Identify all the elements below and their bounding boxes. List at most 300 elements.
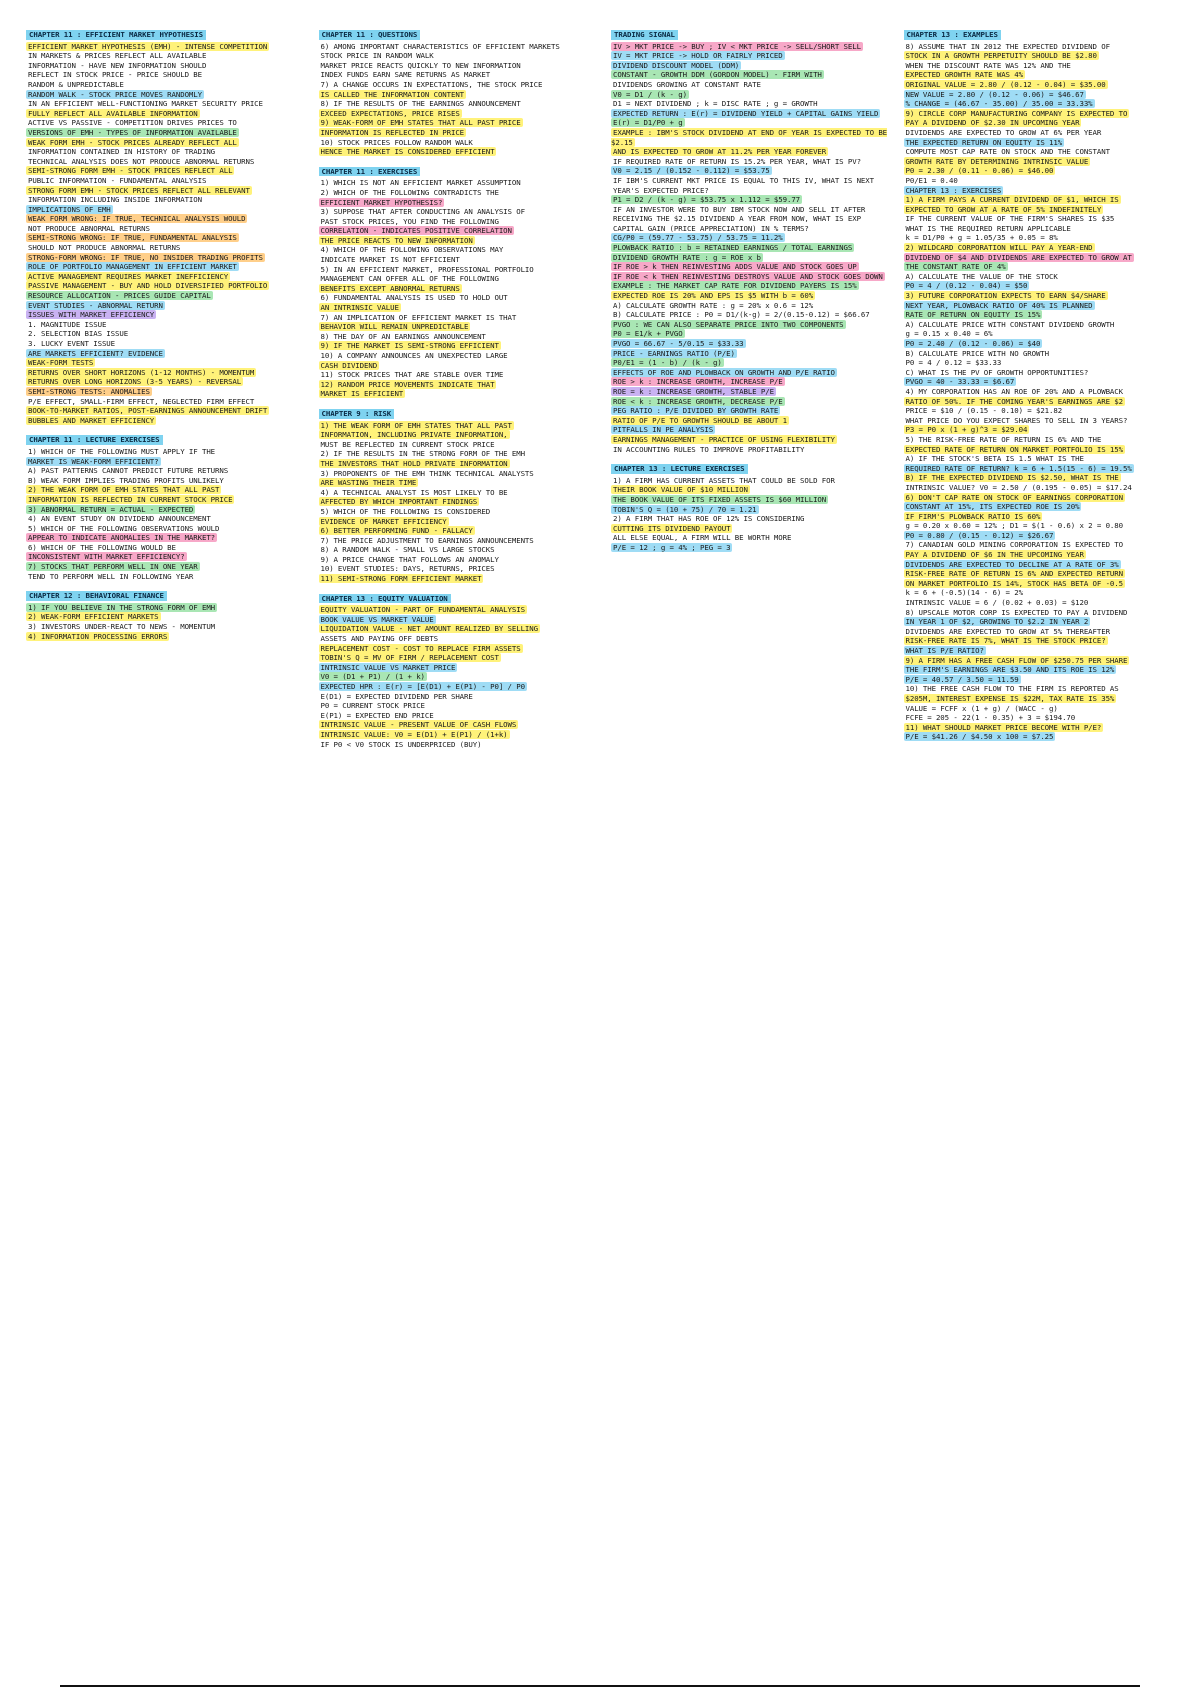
note-line [904, 569, 1187, 579]
note-line [26, 476, 309, 486]
note-line [611, 495, 894, 505]
note-line [319, 701, 602, 711]
note-text: V0 = 2.15 / (0.152 - 0.112) = $53.75 [613, 166, 770, 176]
note-line [611, 128, 894, 147]
note-text: 5) WHICH OF THE FOLLOWING IS CONSIDERED [320, 506, 491, 516]
note-text: 5) IN AN EFFICIENT MARKET, PROFESSIONAL PORTFOLIO [320, 264, 534, 274]
note-text: 1) THE WEAK FORM OF EMH STATES THAT ALL PAST [320, 420, 512, 430]
note-text: PITFALLS IN PE ANALYSIS [613, 425, 714, 435]
note-text: THE FIRM'S EARNINGS ARE $3.50 AND ITS ROE IS 12% [905, 665, 1115, 675]
note-line [904, 454, 1187, 464]
notes-section [26, 30, 309, 425]
note-text: EQUITY VALUATION - PART OF FUNDAMENTAL ANALYSIS [320, 605, 525, 615]
note-text: 4) WHICH OF THE FOLLOWING OBSERVATIONS MAY [320, 245, 504, 255]
note-line [319, 488, 602, 498]
note-text: 3. LUCKY EVENT ISSUE [28, 339, 115, 348]
notes-section [26, 435, 309, 581]
note-text: INTRINSIC VALUE? V0 = 2.50 / (0.195 - 0.05) = $17.24 [905, 482, 1132, 492]
note-line [26, 70, 309, 80]
note-text: P0 = 2.40 / (0.12 - 0.06) = $40 [905, 339, 1041, 348]
note-line [26, 310, 309, 320]
note-text: MUST BE REFLECTED IN CURRENT STOCK PRICE [320, 439, 495, 449]
note-text: THE PRICE REACTS TO NEW INFORMATION [320, 235, 473, 245]
note-line [319, 449, 602, 459]
note-text: IF ROE > k THEN REINVESTING ADDS VALUE AND STOCK GOES UP [613, 262, 857, 272]
note-text: IF AN INVESTOR WERE TO BUY IBM STOCK NOW AND SELL IT AFTER [613, 204, 866, 214]
note-line [26, 406, 309, 416]
note-line [904, 435, 1187, 445]
notes-columns [26, 30, 1186, 1600]
note-text: INFORMATION INCLUDING INSIDE INFORMATION [28, 195, 202, 205]
note-line [611, 147, 894, 157]
note-text: MANAGEMENT CAN OFFER ALL OF THE FOLLOWING [320, 274, 499, 284]
note-text: RISK-FREE RATE OF RETURN IS 6% AND EXPECTED RETURN [905, 569, 1123, 579]
note-text: DIVIDENDS GROWING AT CONSTANT RATE [613, 79, 761, 89]
note-text: ON MARKET PORTFOLIO IS 14%, STOCK HAS BETA OF -0.5 [905, 578, 1123, 588]
note-text: 11) WHAT SHOULD MARKET PRICE BECOME WITH P/E? [905, 722, 1102, 732]
note-line [611, 435, 894, 445]
note-line [26, 466, 309, 476]
note-line [26, 562, 309, 572]
note-text: RETURNS OVER SHORT HORIZONS (1-12 MONTHS) - MOMENTUM [28, 367, 255, 377]
note-line [904, 80, 1187, 90]
note-line [904, 723, 1187, 733]
note-line [319, 61, 602, 71]
note-text: A) CALCULATE PRICE WITH CONSTANT DIVIDEND GROWTH [905, 319, 1115, 329]
note-line [904, 713, 1187, 723]
note-line [319, 332, 602, 342]
note-line [611, 533, 894, 543]
note-text: 8) ASSUME THAT IN 2012 THE EXPECTED DIVIDEND OF [905, 41, 1110, 51]
note-line [904, 291, 1187, 301]
note-text: 3) ABNORMAL RETURN = ACTUAL - EXPECTED [28, 504, 194, 514]
note-text: EXPECTED RATE OF RETURN ON MARKET PORTFOLIO IS 15% [905, 444, 1123, 454]
note-line [611, 176, 894, 186]
note-line [26, 80, 309, 90]
note-text: 9) A PRICE CHANGE THAT FOLLOWS AN ANOMALY [320, 554, 499, 564]
note-line [319, 147, 602, 157]
note-text: 6) DON'T CAP RATE ON STOCK OF EARNINGS CORPORATION [905, 492, 1123, 502]
note-text: 11) SEMI-STRONG FORM EFFICIENT MARKET [320, 574, 482, 584]
note-line [611, 281, 894, 291]
note-line [904, 665, 1187, 675]
note-text: EVENT STUDIES - ABNORMAL RETURN [28, 300, 163, 310]
note-text: NEW VALUE = 2.80 / (0.12 - 0.06) = $46.67 [905, 89, 1084, 99]
note-line [26, 572, 309, 582]
note-text: WHAT IS THE REQUIRED RETURN APPLICABLE [905, 223, 1071, 233]
note-line [26, 368, 309, 378]
note-text: 1) WHICH IS NOT AN EFFICIENT MARKET ASSUMPTION [320, 178, 521, 188]
note-text: BUBBLES AND MARKET EFFICIENCY [28, 415, 155, 425]
notes-section [319, 30, 602, 157]
note-text: PVGO = 40 - 33.33 = $6.67 [905, 377, 1015, 387]
note-line [904, 588, 1187, 598]
note-line [611, 310, 894, 320]
note-text: WHAT IS P/E RATIO? [905, 646, 984, 655]
note-text: THE EXPECTED RETURN ON EQUITY IS 11% [905, 137, 1063, 147]
section-title: CHAPTER 13 : EXAMPLES [904, 30, 1001, 40]
note-line [904, 301, 1187, 311]
note-text: 3) INVESTORS UNDER-REACT TO NEWS - MOMENTUM [28, 622, 216, 632]
note-line [904, 550, 1187, 560]
note-text: E(P1) = EXPECTED END PRICE [320, 710, 434, 720]
note-text: TECHNICAL ANALYSIS DOES NOT PRODUCE ABNORMAL RETURNS [28, 156, 255, 166]
note-line [26, 612, 309, 622]
note-text: BOOK-TO-MARKET RATIOS, POST-EARNINGS ANNOUNCEMENT DRIFT [28, 406, 268, 416]
note-line [319, 178, 602, 188]
note-text: STRONG-FORM WRONG: IF TRUE, NO INSIDER TRADING PROFITS [28, 252, 263, 262]
note-text: ARE MARKETS EFFICIENT? EVIDENCE [28, 348, 163, 358]
note-text: EFFICIENT MARKET HYPOTHESIS (EMH) - INTENSE COMPETITION [28, 41, 268, 51]
note-text: RECEIVING THE $2.15 DIVIDEND A YEAR FROM NOW, WHAT IS EXP [613, 214, 861, 224]
note-line [26, 186, 309, 196]
note-line [904, 627, 1187, 637]
note-line [904, 656, 1187, 666]
note-text: ASSETS AND PAYING OFF DEBTS [320, 634, 438, 644]
note-line [904, 157, 1187, 167]
notes-section [319, 409, 602, 584]
note-text: 7) CANADIAN GOLD MINING CORPORATION IS EXPECTED TO [905, 540, 1123, 550]
note-text: IV = MKT PRICE -> HOLD OR FAIRLY PRICED [613, 51, 783, 61]
note-text: DIVIDEND OF $4 AND DIVIDENDS ARE EXPECTED TO GROW AT [905, 252, 1132, 262]
note-line [904, 272, 1187, 282]
note-text: B) CALCULATE PRICE WITH NO GROWTH [905, 348, 1050, 358]
note-text: P/E EFFECT, SMALL-FIRM EFFECT, NEGLECTED FIRM EFFECT [28, 396, 255, 406]
note-text: AN INTRINSIC VALUE [320, 303, 399, 313]
note-text: INFORMATION IS REFLECTED IN PRICE [320, 127, 465, 137]
note-line [26, 253, 309, 263]
note-text: B) IF THE EXPECTED DIVIDEND IS $2.50, WHAT IS THE [905, 473, 1119, 483]
note-line [26, 109, 309, 119]
note-line [904, 281, 1187, 291]
note-line [26, 632, 309, 642]
note-text: ORIGINAL VALUE = 2.80 / (0.12 - 0.04) = $35.00 [905, 79, 1106, 89]
note-line [319, 245, 602, 255]
note-line [319, 42, 602, 52]
note-text: 11) STOCK PRICES THAT ARE STABLE OVER TIME [320, 370, 504, 380]
note-line [904, 195, 1187, 205]
note-text: ACTIVE MANAGEMENT REQUIRES MARKET INEFFICIENCY [28, 271, 229, 281]
note-text: NOT PRODUCE ABNORMAL RETURNS [28, 223, 150, 233]
note-text: 9) CIRCLE CORP MANUFACTURING COMPANY IS EXPECTED TO [905, 108, 1128, 118]
note-line [319, 478, 602, 488]
note-line [26, 552, 309, 562]
section-title: CHAPTER 11 : EFFICIENT MARKET HYPOTHESIS [26, 30, 206, 40]
note-text: DIVIDEND GROWTH RATE : g = ROE x b [613, 252, 761, 262]
note-line [319, 574, 602, 584]
note-text: 10) STOCK PRICES FOLLOW RANDOM WALK [320, 137, 473, 147]
note-line [904, 598, 1187, 608]
note-line [611, 99, 894, 109]
note-text: V0 = D1 / (k - g) [613, 89, 687, 99]
note-text: IMPLICATIONS OF EMH [28, 204, 111, 214]
note-line [319, 720, 602, 730]
note-text: IF ROE < k THEN REINVESTING DESTROYS VALUE AND STOCK GOES DOWN [613, 271, 883, 281]
note-text: TOBIN'S Q = MV OF FIRM / REPLACEMENT COST [320, 653, 499, 663]
note-text: INTRINSIC VALUE VS MARKET PRICE [320, 662, 456, 672]
note-line [611, 205, 894, 215]
note-text: IF P0 < V0 STOCK IS UNDERPRICED (BUY) [320, 739, 482, 749]
note-text: MARKET IS EFFICIENT [320, 389, 404, 399]
note-line [26, 514, 309, 524]
section-title: CHAPTER 11 : EXERCISES [319, 167, 421, 177]
note-line [611, 80, 894, 90]
note-line [26, 243, 309, 253]
note-text: EFFICIENT MARKET HYPOTHESIS? [320, 197, 443, 207]
note-line [319, 526, 602, 536]
note-line [904, 166, 1187, 176]
note-text: EXCEED EXPECTATIONS, PRICE RISES [320, 108, 460, 118]
note-line [611, 70, 894, 80]
note-line [904, 531, 1187, 541]
note-text: 1) A FIRM HAS CURRENT ASSETS THAT COULD BE SOLD FOR [613, 475, 835, 485]
note-text: PRICE = $10 / (0.15 - 0.10) = $21.82 [905, 406, 1063, 416]
note-text: RATIO OF P/E TO GROWTH SHOULD BE ABOUT 1 [613, 415, 787, 425]
note-line [26, 377, 309, 387]
note-text: EXAMPLE : IBM'S STOCK DIVIDEND AT END OF YEAR IS EXPECTED TO BE $2.15 [611, 127, 888, 147]
note-text: 2) IF THE RESULTS IN THE STRONG FORM OF THE EMH [320, 449, 525, 459]
note-line [611, 109, 894, 119]
note-line [904, 320, 1187, 330]
note-line [26, 99, 309, 109]
note-line [611, 349, 894, 359]
note-text: 12) RANDOM PRICE MOVEMENTS INDICATE THAT [320, 379, 495, 389]
note-line [26, 147, 309, 157]
note-line [26, 195, 309, 205]
note-text: P0 = 4 / (0.12 - 0.04) = $50 [905, 281, 1028, 291]
note-line [26, 118, 309, 128]
note-line [904, 732, 1187, 742]
note-line [319, 536, 602, 546]
note-text: ROLE OF PORTFOLIO MANAGEMENT IN EFFICIENT MARKET [28, 262, 237, 272]
section-title: CHAPTER 11 : LECTURE EXERCISES [26, 435, 163, 445]
note-text: 6) WHICH OF THE FOLLOWING WOULD BE [28, 542, 176, 552]
note-line [319, 274, 602, 284]
note-text: IN MARKETS & PRICES REFLECT ALL AVAILABLE [28, 51, 207, 61]
note-line [26, 339, 309, 349]
note-line [904, 99, 1187, 109]
note-line [319, 624, 602, 634]
note-text: P0/E1 = (1 - b) / (k - g) [613, 358, 722, 368]
note-line [611, 166, 894, 176]
note-line [904, 704, 1187, 714]
note-line [904, 51, 1187, 61]
note-line [319, 188, 602, 198]
note-line [904, 253, 1187, 263]
note-text: P1 = D2 / (k - g) = $53.75 x 1.112 = $59.77 [613, 195, 801, 205]
note-text: SEMI-STRONG TESTS: ANOMALIES [28, 386, 150, 396]
note-text: IN AN EFFICIENT WELL-FUNCTIONING MARKET SECURITY PRICE [28, 99, 263, 109]
note-text: ROE < k : INCREASE GROWTH, DECREASE P/E [613, 396, 783, 406]
note-line [26, 51, 309, 61]
note-text: P3 = P0 x (1 + g)^3 = $29.04 [905, 425, 1028, 435]
note-line [904, 224, 1187, 234]
note-text: A) IF THE STOCK'S BETA IS 1.5 WHAT IS THE [905, 454, 1084, 464]
note-line [904, 464, 1187, 474]
note-text: CASH DIVIDEND [320, 360, 378, 370]
note-line [26, 457, 309, 467]
note-line [904, 416, 1187, 426]
note-text: REFLECT IN STOCK PRICE - PRICE SHOULD BE [28, 70, 202, 80]
note-line [26, 533, 309, 543]
note-line [611, 358, 894, 368]
note-line [904, 349, 1187, 359]
note-line [611, 485, 894, 495]
note-line [319, 653, 602, 663]
note-line [319, 440, 602, 450]
note-text: INFORMATION, INCLUDING PRIVATE INFORMATION, [320, 430, 508, 440]
note-text: 4) INFORMATION PROCESSING ERRORS [28, 631, 168, 641]
note-line [26, 61, 309, 71]
note-text: DIVIDENDS ARE EXPECTED TO GROW AT 6% PER YEAR [905, 127, 1102, 137]
notes-section [26, 591, 309, 641]
note-text: 8) IF THE RESULTS OF THE EARNINGS ANNOUNCEMENT [320, 99, 521, 109]
footer-divider [60, 1685, 1140, 1687]
note-text: BOOK VALUE VS MARKET VALUE [320, 614, 434, 624]
note-line [319, 265, 602, 275]
note-text: E(r) = D1/P0 + g [613, 118, 683, 128]
note-text: 2) THE WEAK FORM OF EMH STATES THAT ALL PAST [28, 485, 220, 495]
note-line [904, 358, 1187, 368]
note-text: RISK-FREE RATE IS 7%, WHAT IS THE STOCK PRICE? [905, 636, 1106, 646]
note-text: 8) A RANDOM WALK - SMALL VS LARGE STOCKS [320, 545, 495, 555]
note-line [26, 176, 309, 186]
note-line [904, 368, 1187, 378]
note-text: 4) MY CORPORATION HAS AN ROE OF 20% AND A PLOWBACK [905, 386, 1123, 396]
note-text: k = 6 + (-0.5)(14 - 6) = 2% [905, 588, 1023, 598]
note-text: INDEX FUNDS EARN SAME RETURNS AS MARKET [320, 70, 491, 80]
note-line [319, 497, 602, 507]
note-text: PAST STOCK PRICES, YOU FIND THE FOLLOWING [320, 216, 499, 226]
note-line [611, 90, 894, 100]
note-line [26, 291, 309, 301]
note-text: IF FIRM'S PLOWBACK RATIO IS 60% [905, 511, 1041, 521]
note-text: PVGO : WE CAN ALSO SEPARATE PRICE INTO TWO COMPONENTS [613, 319, 844, 329]
note-line [904, 608, 1187, 618]
note-text: ACTIVE VS PASSIVE - COMPETITION DRIVES PRICES TO [28, 118, 237, 128]
note-line [319, 361, 602, 371]
note-text: E(D1) = EXPECTED DIVIDEND PER SHARE [320, 691, 473, 701]
note-text: CORRELATION - INDICATES POSITIVE CORRELATION [320, 226, 512, 236]
note-line [26, 320, 309, 330]
note-line [319, 740, 602, 750]
notes-section [904, 30, 1187, 742]
note-text: VERSIONS OF EMH - TYPES OF INFORMATION AVAILABLE [28, 127, 237, 137]
note-line [904, 425, 1187, 435]
note-line [319, 128, 602, 138]
note-text: DIVIDEND DISCOUNT MODEL (DDM) [613, 60, 740, 70]
note-text: IF IBM'S CURRENT MKT PRICE IS EQUAL TO THIS IV, WHAT IS NEXT [613, 175, 874, 185]
note-text: g = 0.15 x 0.40 = 6% [905, 329, 993, 339]
note-text: PVGO = 66.67 - 5/0.15 = $33.33 [613, 339, 744, 348]
note-line [904, 560, 1187, 570]
note-text: 9) A FIRM HAS A FREE CASH FLOW OF $250.75 PER SHARE [905, 655, 1128, 665]
note-line [319, 255, 602, 265]
note-line [611, 514, 894, 524]
note-text: NEXT YEAR, PLOWBACK RATIO OF 40% IS PLANNED [905, 300, 1093, 310]
note-text: P/E = 12 ; g = 4% ; PEG = 3 [613, 542, 731, 552]
note-text: % CHANGE = (46.67 - 35.00) / 35.00 = 33.33% [905, 99, 1093, 109]
note-line [611, 387, 894, 397]
note-line [611, 320, 894, 330]
note-line [904, 521, 1187, 531]
note-text: g = 0.20 x 0.60 = 12% ; D1 = $(1 - 0.6) x 2 = 0.80 [905, 521, 1123, 531]
note-text: 2) WHICH OF THE FOLLOWING CONTRADICTS THE [320, 187, 499, 197]
note-text: 3) SUPPOSE THAT AFTER CONDUCTING AN ANALYSIS OF [320, 207, 525, 217]
note-text: 8) THE DAY OF AN EARNINGS ANNOUNCEMENT [320, 331, 486, 341]
note-line [904, 329, 1187, 339]
note-line [611, 301, 894, 311]
note-line [319, 236, 602, 246]
note-text: INFORMATION - HAVE NEW INFORMATION SHOULD [28, 60, 207, 70]
note-line [904, 493, 1187, 503]
note-text: THE BOOK VALUE OF ITS FIXED ASSETS IS $60 MILLION [613, 494, 827, 504]
note-text: P/E = 40.57 / 3.50 = 11.59 [905, 674, 1019, 684]
note-text: FULLY REFLECT ALL AVAILABLE INFORMATION [28, 108, 198, 118]
note-text: RETURNS OVER LONG HORIZONS (3-5 YEARS) - REVERSAL [28, 377, 242, 387]
note-text: k = D1/P0 + g = 1.05/35 + 0.05 = 8% [905, 233, 1058, 243]
note-text: 10) THE FREE CASH FLOW TO THE FIRM IS REPORTED AS [905, 684, 1119, 694]
note-line [319, 564, 602, 574]
note-line [319, 370, 602, 380]
section-title: CHAPTER 11 : QUESTIONS [319, 30, 421, 40]
note-line [26, 329, 309, 339]
note-line [319, 605, 602, 615]
note-text: 1) WHICH OF THE FOLLOWING MUST APPLY IF THE [28, 446, 216, 456]
note-line [319, 421, 602, 431]
note-line [904, 397, 1187, 407]
note-text: ISSUES WITH MARKET EFFICIENCY [28, 310, 155, 320]
note-line [319, 615, 602, 625]
note-line [904, 118, 1187, 128]
note-text: PASSIVE MANAGEMENT - BUY AND HOLD DIVERSIFIED PORTFOLIO [28, 281, 268, 291]
note-text: B) CALCULATE PRICE : P0 = D1/(k-g) = 2/(0.15-0.12) = $66.67 [613, 310, 870, 320]
note-text: STOCK IN A GROWTH PERPETUITY SHOULD BE $2.80 [905, 51, 1097, 61]
note-text: STOCK PRICE IN RANDOM WALK [320, 51, 434, 61]
note-text: P0 = E1/k + PVGO [613, 329, 683, 339]
note-text: IV > MKT PRICE -> BUY ; IV < MKT PRICE -> SELL/SHORT SELL [613, 41, 861, 51]
note-line [611, 224, 894, 234]
note-line [904, 233, 1187, 243]
note-line [904, 61, 1187, 71]
note-text: TEND TO PERFORM WELL IN FOLLOWING YEAR [28, 571, 194, 581]
note-text: INCONSISTENT WITH MARKET EFFICIENCY? [28, 552, 185, 562]
note-text: LIQUIDATION VALUE - NET AMOUNT REALIZED BY SELLING [320, 624, 538, 634]
note-text: P0/E1 = 0.40 [905, 175, 958, 185]
note-line [319, 207, 602, 217]
note-text: SEMI-STRONG FORM EMH - STOCK PRICES REFLECT ALL [28, 166, 233, 176]
note-line [319, 226, 602, 236]
note-text: P0 = CURRENT STOCK PRICE [320, 701, 425, 711]
note-text: PLOWBACK RATIO : b = RETAINED EARNINGS / TOTAL EARNINGS [613, 243, 853, 253]
note-text: CHAPTER 13 : EXERCISES [905, 185, 1002, 195]
note-line [904, 176, 1187, 186]
note-text: D1 = NEXT DIVIDEND ; k = DISC RATE ; g = GROWTH [613, 99, 818, 109]
note-text: ALL ELSE EQUAL, A FIRM WILL BE WORTH MORE [613, 533, 792, 543]
note-text: APPEAR TO INDICATE ANOMALIES IN THE MARKET? [28, 533, 216, 543]
note-text: RATE OF RETURN ON EQUITY IS 15% [905, 310, 1041, 320]
note-line [611, 118, 894, 128]
section-title: CHAPTER 13 : LECTURE EXERCISES [611, 464, 748, 474]
note-line [26, 301, 309, 311]
note-text: A) CALCULATE GROWTH RATE : g = 20% x 0.6 = 12% [613, 300, 814, 310]
note-line [904, 473, 1187, 483]
note-line [319, 430, 602, 440]
note-text: INDICATE MARKET IS NOT EFFICIENT [320, 255, 460, 265]
note-text: ROE = k : INCREASE GROWTH, STABLE P/E [613, 386, 774, 396]
note-text: BEHAVIOR WILL REMAIN UNPREDICTABLE [320, 322, 469, 332]
note-line [319, 644, 602, 654]
